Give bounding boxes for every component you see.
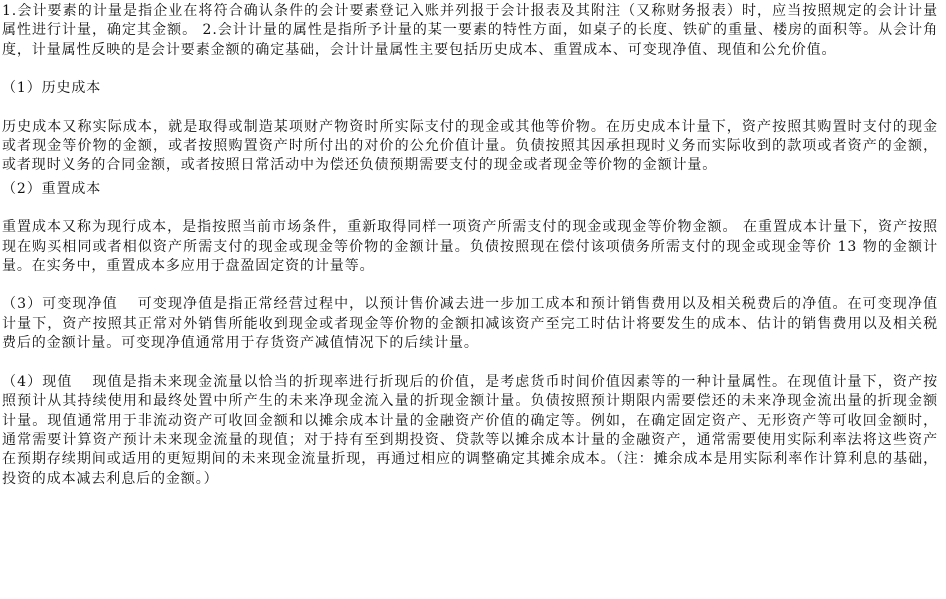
spacer xyxy=(2,60,938,79)
spacer xyxy=(2,276,938,295)
spacer xyxy=(2,99,938,118)
section-heading-replacement-cost: （2）重置成本 xyxy=(2,180,102,197)
section-heading-historical-cost: （1）历史成本 xyxy=(2,80,102,97)
section-body-historical-cost: 历史成本又称实际成本，就是取得或制造某项财产物资时所实际支付的现金或其他等价物。在历史成本计量下，资产按照其购置时支付的现金或者现金等价物的金额，或者按照购置资产时所付出的对价的公允价值计量。负债按照其因承担现时义务而实际收到的款项或者资产的金额，或者现时义务的合同金额，或者按照日常活动中为偿还负债预期需要支付的现金或者现金等价物的金额计量。 xyxy=(2,118,938,174)
section-body-replacement-cost: 重置成本又称为现行成本，是指按照当前市场条件，重新取得同样一项资产所需支付的现金或现金等价物金额。 在重置成本计量下，资产按照现在购买相同或者相似资产所需支付的现金或现金等价物的金额计量。负债按照现在偿付该项债务所需支付的现金或现金等价 13 物的金额计量。在实务中，重置成本多应用于盘盈固定资的计量等。 xyxy=(2,219,938,275)
spacer xyxy=(2,199,938,218)
intro-paragraph: 1.会计要素的计量是指企业在将符合确认条件的会计要素登记入账并列报于会计报表及其附注（又称财务报表）时，应当按照规定的会计计量属性进行计量，确定其金额。 2.会计计量的属性是指所予计量的某一要素的特性方面，如桌子的长度、铁矿的重量、楼房的面积等。从会计角度，计量属性反映的是会计要素金额的确定基础，会计计量属性主要包括历史成本、重置成本、可变现净值、现值和公允价值。 xyxy=(2,3,938,58)
section-label-present-value: （4）现值 xyxy=(2,373,73,390)
section-body-net-realizable-value: 可变现净值是指正常经营过程中，以预计售价减去进一步加工成本和预计销售费用以及相关税费后的净值。在可变现净值计量下，资产按照其正常对外销售所能收到现金或者现金等价物的金额扣减该资产至完工时估计将要发生的成本、估计的销售费用以及相关税费后的金额计量。可变现净值通常用于存货资产减值情况下的后续计量。 xyxy=(2,296,938,352)
spacer xyxy=(2,354,938,373)
section-body-present-value: 现值是指未来现金流量以恰当的折现率进行折现后的价值，是考虑货币时间价值因素等的一种计量属性。在现值计量下，资产按照预计从其持续使用和最终处置中所产生的未来净现金流入量的折现金额计量。负债按照预计期限内需要偿还的未来净现金流出量的折现金额计量。现值通常用于非流动资产可收回金额和以摊余成本计量的金融资产价值的确定等。例如，在确定固定资产、无形资产等可收回金额时，通常需要计算资产预计未来现金流量的现值；对于持有至到期投资、贷款等以摊余成本计量的金融资产，通常需要使用实际利率法将这些资产在预期存续期间或适用的更短期间的未来现金流量折现，再通过相应的调整确定其摊余成本。（注：摊余成本是用实际利率作计算利息的基础，投资的成本减去利息后的金额。） xyxy=(2,373,938,487)
section-present-value xyxy=(2,373,938,489)
section-net-realizable-value xyxy=(2,295,938,353)
document-body xyxy=(2,2,938,489)
section-label-net-realizable-value: （3）可变现净值 xyxy=(2,296,118,313)
